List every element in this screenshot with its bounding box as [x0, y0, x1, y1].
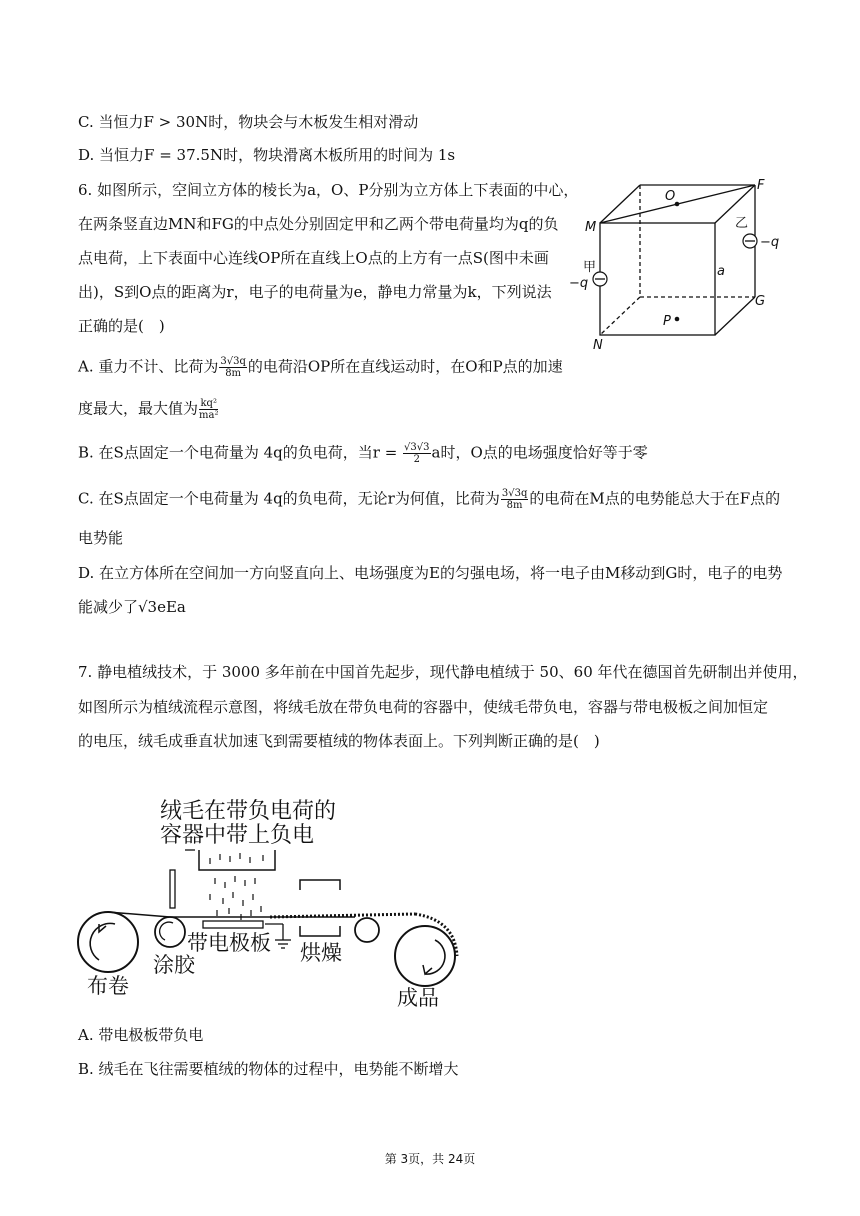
q6-option-a — [78, 356, 563, 379]
fig-label-cloth: 布卷 — [87, 974, 129, 998]
q6-a-text-pre: A. 重力不计、比荷为 — [78, 357, 219, 376]
q6-option-d-line2: 能减少了√3eEa — [78, 598, 186, 616]
fig-label-glue: 涂胶 — [153, 953, 195, 977]
q5-option-c: C. 当恒力F > 30N时，物块会与木板发生相对滑动 — [78, 113, 419, 131]
fraction-denominator: 8m — [225, 368, 242, 379]
fraction-numerator: kq² — [200, 398, 217, 409]
q6-stem-line: 6. 如图所示，空间立方体的棱长为a，O、P分别为立方体上下表面的中心， — [78, 181, 579, 199]
q6-option-c-line2: 电势能 — [78, 529, 124, 547]
q6-b-fraction — [403, 442, 430, 465]
label-neg-q-left: −q — [569, 276, 589, 291]
label-g: G — [755, 294, 766, 309]
fig-label-product: 成品 — [397, 986, 439, 1010]
fig-label-plate: 带电极板 — [187, 931, 271, 955]
fraction-denominator: 8m — [506, 500, 523, 511]
q6-stem-line: 正确的是( ) — [78, 317, 165, 335]
label-p: P — [663, 314, 671, 329]
q7-stem-line: 的电压，绒毛成垂直状加速飞到需要植绒的物体表面上。下列判断正确的是( ) — [78, 732, 600, 750]
q5-option-d: D. 当恒力F = 37.5N时，物块滑离木板所用的时间为 1s — [78, 146, 456, 164]
q6-a-line2-text: 度最大，最大值为 — [78, 399, 199, 418]
fraction-denominator: ma² — [199, 410, 219, 421]
q7-option-b: B. 绒毛在飞往需要植绒的物体的过程中，电势能不断增大 — [78, 1060, 459, 1078]
q7-stem-line: 7. 静电植绒技术，于 3000 多年前在中国首先起步，现代静电植绒于 50、60 年代在德国首先研制出并使用， — [78, 663, 808, 681]
fraction-numerator: 3√3q — [220, 356, 246, 367]
q6-b-text-post: a时，O点的电场强度恰好等于零 — [431, 443, 648, 462]
label-jia: 甲 — [583, 260, 597, 275]
q6-a-text-post: 的电荷沿OP所在直线运动时，在O和P点的加速 — [247, 357, 563, 376]
q6-stem-line: 点电荷，上下表面中心连线OP所在直线上O点的上方有一点S(图中未画 — [78, 249, 549, 267]
fraction-numerator: 3√3q — [501, 488, 528, 499]
flocking-figure — [75, 790, 475, 1015]
q7-option-a: A. 带电极板带负电 — [78, 1026, 204, 1044]
q7-stem-line: 如图所示为植绒流程示意图，将绒毛放在带负电荷的容器中，使绒毛带负电，容器与带电极板之间加恒定 — [78, 698, 769, 716]
label-yi: 乙 — [735, 216, 749, 231]
label-m: M — [585, 220, 597, 235]
label-n: N — [593, 338, 603, 353]
q6-stem-line: 在两条竖直边MN和FG的中点处分别固定甲和乙两个带电荷量均为q的负 — [78, 215, 559, 233]
q6-b-text-pre: B. 在S点固定一个电荷量为 4q的负电荷，当r = — [78, 443, 403, 462]
q6-option-c — [78, 488, 780, 511]
fig-label-line2: 容器中带上负电 — [160, 823, 315, 848]
q6-c-text-post: 的电荷在M点的电势能总大于在F点的 — [529, 489, 781, 508]
q6-a-fraction — [219, 356, 247, 379]
q6-a2-fraction — [199, 398, 218, 421]
q6-stem-line: 出)，S到O点的距离为r，电子的电荷量为e，静电力常量为k，下列说法 — [78, 283, 552, 301]
label-o: O — [665, 189, 676, 204]
fig-label-line1: 绒毛在带负电荷的 — [160, 799, 337, 824]
q6-option-b — [78, 442, 648, 465]
label-neg-q-right: −q — [760, 235, 780, 250]
q6-c-text-pre: C. 在S点固定一个电荷量为 4q的负电荷，无论r为何值，比荷为 — [78, 489, 500, 508]
q6-c-fraction — [501, 488, 529, 511]
fig-label-dry: 烘燥 — [300, 941, 342, 965]
q6-option-d-line1: D. 在立方体所在空间加一方向竖直向上、电场强度为E的匀强电场，将一电子由M移动到G时，电子的电势 — [78, 564, 783, 582]
label-a: a — [717, 264, 725, 279]
fraction-numerator: √3√3 — [404, 442, 430, 453]
q6-option-a-line2 — [78, 398, 219, 421]
cube-figure — [565, 175, 785, 355]
fraction-denominator: 2 — [413, 454, 420, 465]
page-footer: 第 3页，共 24页 — [384, 1152, 476, 1166]
label-f: F — [757, 178, 765, 193]
